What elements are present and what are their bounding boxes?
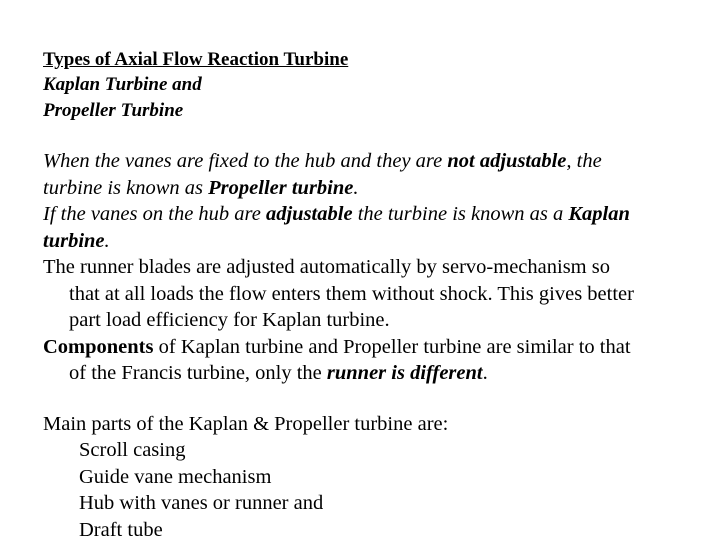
subtitle-kaplan: Kaplan Turbine and: [43, 74, 202, 95]
paragraph-runner-line2: that at all loads the flow enters them without shock. This gives better: [69, 282, 634, 305]
list-item: Hub with vanes or runner and: [79, 492, 324, 514]
paragraph-components-line2: of the Francis turbine, only the runner is different.: [69, 362, 488, 384]
paragraph-propeller-line2: turbine is known as Propeller turbine.: [43, 176, 359, 199]
slide-title: Types of Axial Flow Reaction Turbine: [43, 49, 349, 70]
list-item: Guide vane mechanism: [79, 465, 272, 488]
subtitle-propeller: Propeller Turbine: [43, 100, 184, 121]
list-item: Scroll casing: [79, 439, 186, 461]
paragraph-runner-line3: part load efficiency for Kaplan turbine.: [69, 309, 390, 331]
paragraph-propeller-line1: When the vanes are fixed to the hub and they are not adjustable, the: [43, 150, 602, 172]
paragraph-kaplan-line2: turbine.: [43, 229, 110, 252]
paragraph-components-line1: Components of Kaplan turbine and Propeller turbine are similar to that: [43, 335, 631, 358]
paragraph-kaplan-line1: If the vanes on the hub are adjustable the turbine is known as a Kaplan: [43, 203, 630, 225]
list-item: Draft tube: [79, 518, 163, 540]
main-parts-heading: Main parts of the Kaplan & Propeller turbine are:: [43, 412, 449, 435]
slide-content: [43, 48, 693, 540]
paragraph-runner-line1: The runner blades are adjusted automatically by servo-mechanism so: [43, 256, 610, 278]
